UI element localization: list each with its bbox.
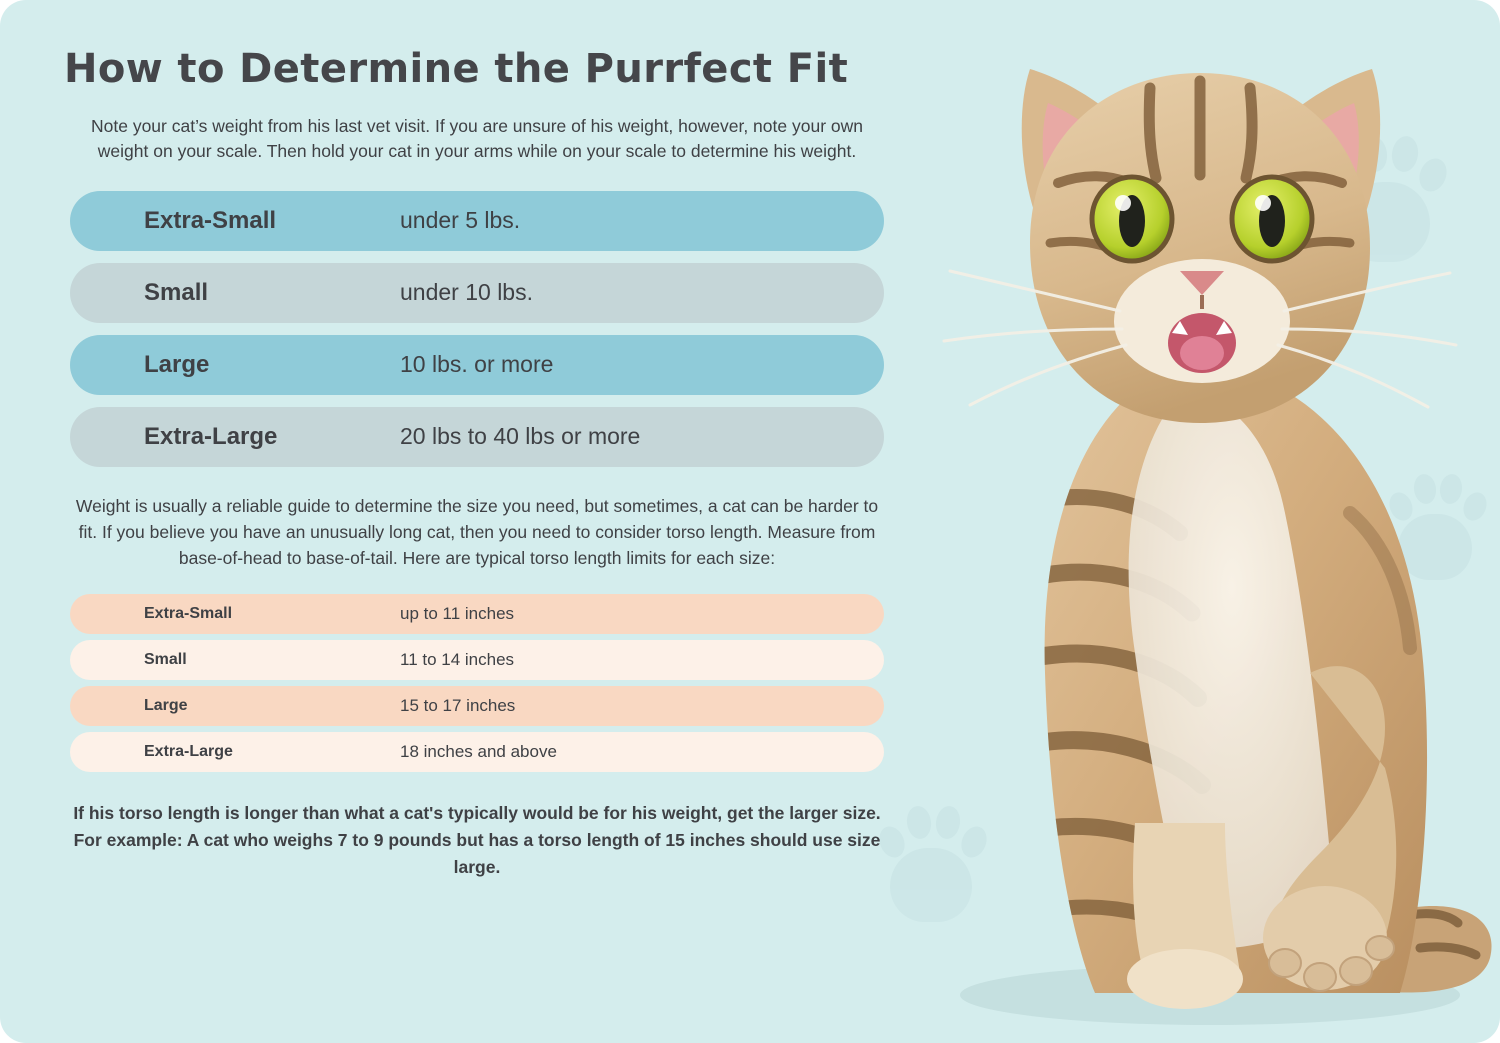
page-title: How to Determine the Purrfect Fit: [64, 46, 849, 92]
table-row: [70, 640, 884, 680]
table-row: [70, 335, 884, 395]
cat-photo: [880, 33, 1500, 1043]
table-row: [70, 263, 884, 323]
size-value: under 10 lbs.: [400, 279, 533, 306]
footer-note: If his torso length is longer than what a cat's typically would be for his weight, get the larger size. For example: A cat who weighs 7 to 9 pounds but has a torso length of 15 inches should use size large.: [73, 802, 881, 877]
infographic-content: [62, 46, 892, 881]
intro-paragraph: Note your cat’s weight from his last vet visit. If you are unsure of his weight, however, note your own weight on your scale. Then hold your cat in your arms while on your scale to determine his weight.: [91, 116, 863, 162]
table-row: [70, 407, 884, 467]
size-value: 10 lbs. or more: [400, 351, 554, 378]
size-label: Small: [144, 278, 209, 306]
size-label: Extra-Small: [144, 604, 233, 622]
table-row: [70, 594, 884, 634]
tabby-cat-illustration: [880, 33, 1500, 1043]
table-row: [70, 732, 884, 772]
size-label: Large: [144, 350, 210, 378]
torso-explanation-paragraph: Weight is usually a reliable guide to determine the size you need, but sometimes, a cat can be harder to fit. If you believe you have an unusually long cat, then you need to consider torso length. Measure from base-of-head to base-of-tail. Here are typical torso length limits for each size:: [75, 495, 879, 569]
weight-size-table: [70, 191, 884, 467]
size-value: 18 inches and above: [400, 741, 557, 761]
size-label: Extra-Small: [144, 206, 277, 234]
size-value: under 5 lbs.: [400, 207, 521, 234]
table-row: [70, 686, 884, 726]
size-label: Extra-Large: [144, 742, 233, 760]
table-row: [70, 191, 884, 251]
torso-length-table: [70, 594, 884, 772]
size-value: up to 11 inches: [400, 603, 515, 623]
size-value: 20 lbs to 40 lbs or more: [400, 423, 641, 450]
size-label: Large: [144, 696, 188, 714]
size-label: Small: [144, 650, 187, 668]
size-label: Extra-Large: [144, 422, 278, 450]
size-value: 15 to 17 inches: [400, 695, 516, 715]
size-value: 11 to 14 inches: [400, 649, 515, 669]
